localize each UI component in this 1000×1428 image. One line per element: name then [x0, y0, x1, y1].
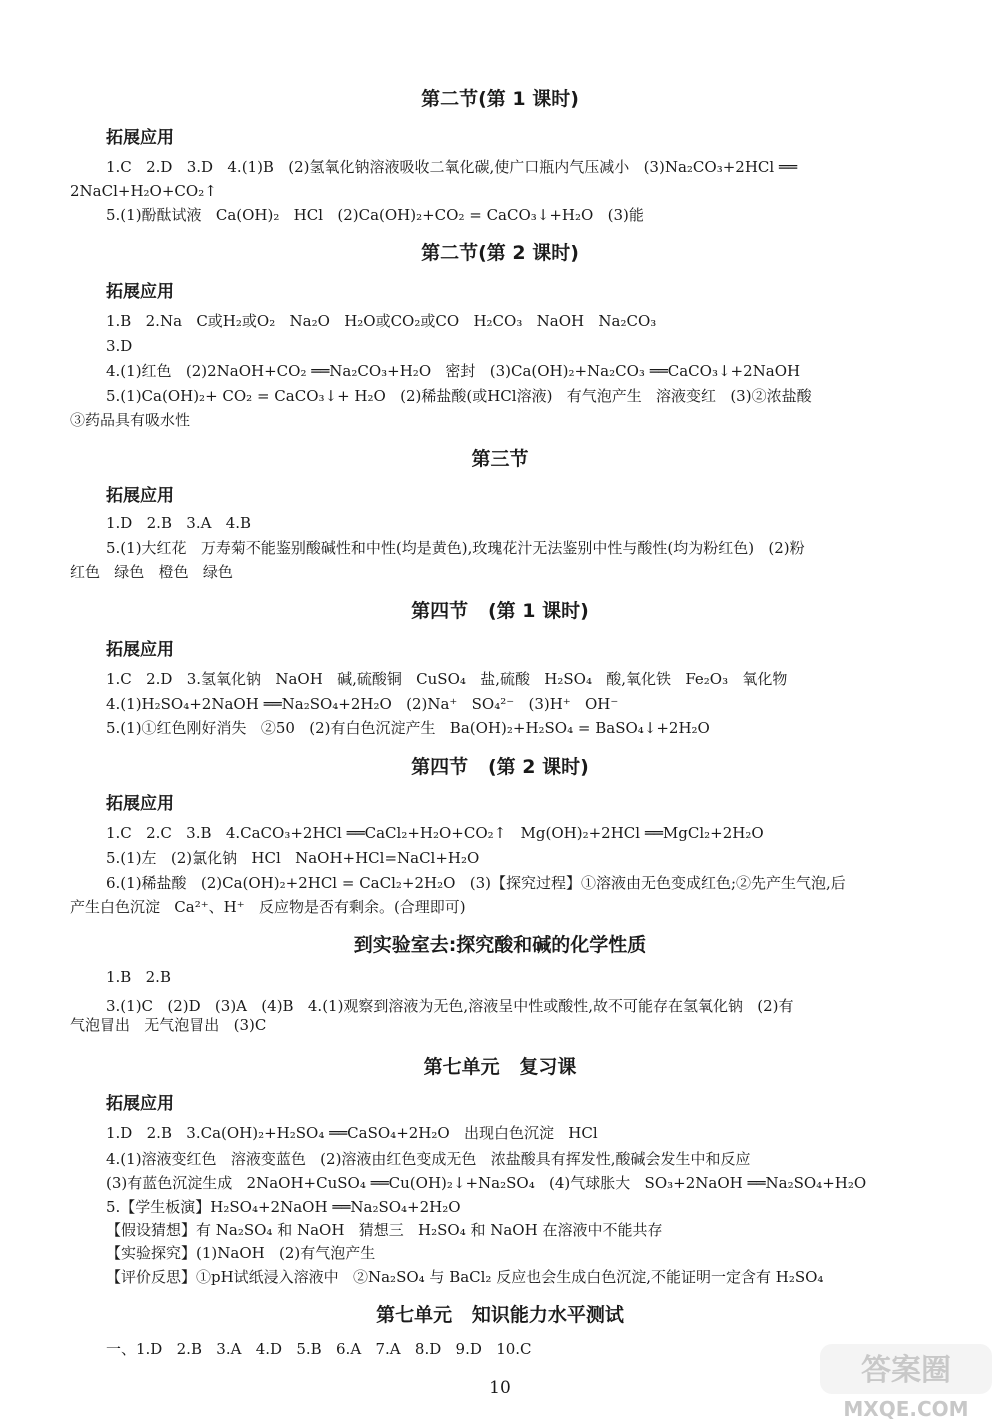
section-title: 第七单元 知识能力水平测试 — [376, 1304, 624, 1326]
answer-line: 5.(1)①红色刚好消失 ②50 (2)有白色沉淀产生 Ba(OH)₂+H₂SO₄ = BaSO₄↓+2H₂O — [106, 719, 710, 737]
section-title: 第二节(第 2 课时) — [421, 242, 579, 264]
answer-line: 【假设猜想】有 Na₂SO₄ 和 NaOH 猜想三 H₂SO₄ 和 NaOH 在溶液中不能共存 — [106, 1221, 663, 1239]
answer-line: 红色 绿色 橙色 绿色 — [70, 563, 233, 581]
section-title: 第四节 (第 2 课时) — [411, 756, 589, 778]
section-subtitle: 拓展应用 — [106, 1094, 174, 1114]
answer-line: 【评价反思】①pH试纸浸入溶液中 ②Na₂SO₄ 与 BaCl₂ 反应也会生成白色沉淀,不能证明一定含有 H₂SO₄ — [106, 1268, 824, 1286]
answer-line: (3)有蓝色沉淀生成 2NaOH+CuSO₄ ══Cu(OH)₂↓+Na₂SO₄ (4)气球胀大 SO₃+2NaOH ══Na₂SO₄+H₂O — [106, 1174, 867, 1192]
answer-line: 6.(1)稀盐酸 (2)Ca(OH)₂+2HCl = CaCl₂+2H₂O (3)【探究过程】①溶液由无色变成红色;②先产生气泡,后 — [106, 874, 846, 892]
answer-line: 1.C 2.D 3.氢氧化钠 NaOH 碱,硫酸铜 CuSO₄ 盐,硫酸 H₂SO₄ 酸,氧化铁 Fe₂O₃ 氧化物 — [106, 670, 788, 688]
answer-line: 3.D — [106, 337, 133, 355]
answer-line: 气泡冒出 无气泡冒出 (3)C — [70, 1016, 267, 1034]
section-title: 第三节 — [471, 448, 529, 470]
answer-line: 1.B 2.Na C或H₂或O₂ Na₂O H₂O或CO₂或CO H₂CO₃ NaOH Na₂CO₃ — [106, 312, 657, 330]
answer-line: 5.(1)Ca(OH)₂+ CO₂ = CaCO₃↓+ H₂O (2)稀盐酸(或HCl溶液) 有气泡产生 溶液变红 (3)②浓盐酸 — [106, 387, 812, 405]
answer-line: 4.(1)溶液变红色 溶液变蓝色 (2)溶液由红色变成无色 浓盐酸具有挥发性,酸碱会发生中和反应 — [106, 1150, 751, 1168]
section-title: 第四节 (第 1 课时) — [411, 600, 589, 622]
watermark-top-text: 答案圈 — [861, 1353, 951, 1388]
answer-line: 4.(1)红色 (2)2NaOH+CO₂ ══Na₂CO₃+H₂O 密封 (3)Ca(OH)₂+Na₂CO₃ ══CaCO₃↓+2NaOH — [106, 362, 801, 380]
section-title: 第七单元 复习课 — [423, 1056, 577, 1078]
section-title: 第二节(第 1 课时) — [421, 88, 579, 110]
section-subtitle: 拓展应用 — [106, 282, 174, 302]
answer-line: 1.D 2.B 3.A 4.B — [106, 514, 252, 532]
answer-line: 【实验探究】(1)NaOH (2)有气泡产生 — [106, 1244, 376, 1262]
section-subtitle: 拓展应用 — [106, 486, 174, 506]
answer-line: 5.(1)酚酞试液 Ca(OH)₂ HCl (2)Ca(OH)₂+CO₂ = CaCO₃↓+H₂O (3)能 — [106, 206, 644, 224]
answer-line: 3.(1)C (2)D (3)A (4)B 4.(1)观察到溶液为无色,溶液呈中性或酸性,故不可能存在氢氧化钠 (2)有 — [106, 997, 794, 1015]
watermark-bottom-text: MXQE.COM — [843, 1397, 969, 1421]
answer-line: 一、1.D 2.B 3.A 4.D 5.B 6.A 7.A 8.D 9.D 10.C — [106, 1340, 532, 1358]
watermark-logo — [818, 1340, 994, 1422]
answer-line: ③药品具有吸水性 — [70, 411, 191, 429]
answer-line: 1.B 2.B — [106, 968, 171, 986]
page-number: 10 — [489, 1378, 511, 1398]
answer-line: 4.(1)H₂SO₄+2NaOH ══Na₂SO₄+2H₂O (2)Na⁺ SO₄²⁻ (3)H⁺ OH⁻ — [106, 695, 619, 713]
section-subtitle: 拓展应用 — [106, 128, 174, 148]
answer-line: 5.(1)大红花 万寿菊不能鉴别酸碱性和中性(均是黄色),玫瑰花汁无法鉴别中性与酸性(均为粉红色) (2)粉 — [106, 539, 805, 557]
answer-line: 1.C 2.C 3.B 4.CaCO₃+2HCl ══CaCl₂+H₂O+CO₂↑ Mg(OH)₂+2HCl ══MgCl₂+2H₂O — [106, 824, 764, 842]
section-title: 到实验室去:探究酸和碱的化学性质 — [353, 934, 647, 956]
answer-line: 1.C 2.D 3.D 4.(1)B (2)氢氧化钠溶液吸收二氧化碳,使广口瓶内气压减小 (3)Na₂CO₃+2HCl ══ — [106, 158, 797, 176]
answer-line: 5.(1)左 (2)氯化钠 HCl NaOH+HCl=NaCl+H₂O — [106, 849, 480, 867]
answer-line: 产生白色沉淀 Ca²⁺、H⁺ 反应物是否有剩余。(合理即可) — [70, 898, 466, 916]
answer-line: 1.D 2.B 3.Ca(OH)₂+H₂SO₄ ══CaSO₄+2H₂O 出现白色沉淀 HCl — [106, 1124, 598, 1142]
answer-line: 5.【学生板演】H₂SO₄+2NaOH ══Na₂SO₄+2H₂O — [106, 1198, 461, 1216]
section-subtitle: 拓展应用 — [106, 640, 174, 660]
answer-line: 2NaCl+H₂O+CO₂↑ — [70, 182, 217, 200]
section-subtitle: 拓展应用 — [106, 794, 174, 814]
